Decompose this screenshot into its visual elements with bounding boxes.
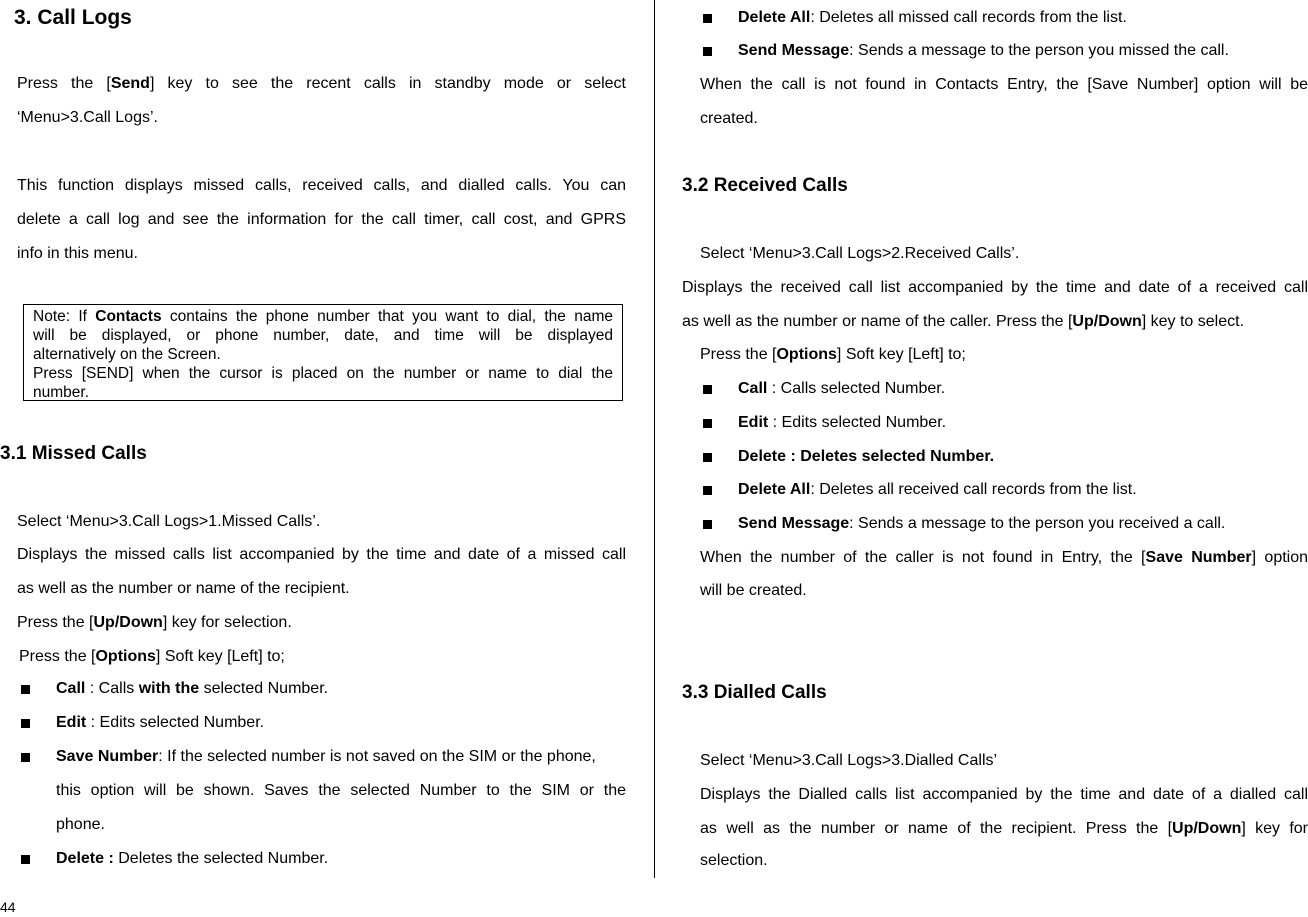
intro-line-1: Press the [Send] key to see the recent calls in standby mode or select: [17, 75, 626, 92]
missed-bullet-call: Call : Calls with the selected Number.: [56, 680, 329, 697]
page-number: 44: [0, 899, 16, 915]
section-received-calls: 3.2 Received Calls: [682, 175, 848, 196]
missed-bullet-delete: Delete : Deletes the selected Number.: [56, 850, 329, 867]
bullet-icon: [703, 385, 712, 394]
note-line-4: Press [SEND] when the cursor is placed on the number or name to dial the: [33, 365, 613, 382]
received-when-line-1: When the number of the caller is not found in Entry, the [Save Number] option: [700, 549, 1308, 566]
received-bullet-edit: Edit : Edits selected Number.: [738, 414, 947, 431]
received-desc-2: as well as the number or name of the caller. Press the [Up/Down] key to select.: [682, 313, 1245, 330]
note-line-3: alternatively on the Screen.: [33, 346, 221, 363]
section-missed-calls: 3.1 Missed Calls: [0, 443, 147, 464]
note-line-2: will be displayed, or phone number, date, and time will be displayed: [33, 327, 613, 344]
missed-desc-1: Displays the missed calls list accompanied by the time and date of a missed call: [17, 546, 626, 563]
received-desc-1: Displays the received call list accompanied by the time and date of a received call: [682, 279, 1308, 296]
missed-bullet-save-line-3: phone.: [56, 816, 105, 833]
missed-bullet-delete-all: Delete All: Deletes all missed call records from the list.: [738, 9, 1127, 26]
dialled-desc-3: selection.: [700, 852, 768, 869]
intro-line-2: ‘Menu>3.Call Logs’.: [17, 109, 158, 126]
function-line-1: This function displays missed calls, received calls, and dialled calls. You can: [17, 177, 626, 194]
received-bullet-delete: Delete : Deletes selected Number.: [738, 448, 995, 465]
bullet-icon: [703, 520, 712, 529]
bullet-icon: [703, 453, 712, 462]
missed-press-options: Press the [Options] Soft key [Left] to;: [19, 648, 285, 665]
missed-when-line-2: created.: [700, 110, 758, 127]
bullet-icon: [21, 855, 30, 864]
missed-bullet-save-line-2: this option will be shown. Saves the selected Number to the SIM or the: [56, 782, 626, 799]
missed-bullet-save: Save Number: If the selected number is not saved on the SIM or the phone,: [56, 748, 596, 765]
missed-desc-2: as well as the number or name of the recipient.: [17, 580, 350, 597]
bullet-icon: [21, 719, 30, 728]
page-title: 3. Call Logs: [14, 6, 132, 29]
missed-when-line-1: When the call is not found in Contacts Entry, the [Save Number] option will be: [700, 76, 1308, 93]
missed-bullet-edit: Edit : Edits selected Number.: [56, 714, 265, 731]
received-bullet-call: Call : Calls selected Number.: [738, 380, 946, 397]
function-line-2: delete a call log and see the information for the call timer, call cost, and GPRS: [17, 211, 626, 228]
bullet-icon: [703, 419, 712, 428]
received-select: Select ‘Menu>3.Call Logs>2.Received Calls’.: [700, 245, 1020, 262]
missed-select: Select ‘Menu>3.Call Logs>1.Missed Calls’.: [17, 513, 321, 530]
note-box: [23, 304, 623, 401]
bullet-icon: [21, 753, 30, 762]
note-line-5: number.: [33, 384, 90, 401]
bullet-icon: [21, 685, 30, 694]
dialled-desc-2: as well as the number or name of the recipient. Press the [Up/Down] key for: [700, 820, 1308, 837]
dialled-desc-1: Displays the Dialled calls list accompanied by the time and date of a dialled call: [700, 786, 1308, 803]
bullet-icon: [703, 47, 712, 56]
function-line-3: info in this menu.: [17, 245, 138, 262]
received-when-line-2: will be created.: [700, 582, 807, 599]
section-dialled-calls: 3.3 Dialled Calls: [682, 682, 827, 703]
dialled-select: Select ‘Menu>3.Call Logs>3.Dialled Calls’: [700, 752, 998, 769]
bullet-icon: [703, 486, 712, 495]
received-bullet-send-message: Send Message: Sends a message to the person you received a call.: [738, 515, 1226, 532]
missed-press-updown: Press the [Up/Down] key for selection.: [17, 614, 292, 631]
note-line-1: Note: If Contacts contains the phone number that you want to dial, the name: [33, 308, 613, 325]
column-divider: [654, 0, 655, 878]
received-press-options: Press the [Options] Soft key [Left] to;: [700, 346, 966, 363]
missed-bullet-send-message: Send Message: Sends a message to the person you missed the call.: [738, 42, 1229, 59]
received-bullet-delete-all: Delete All: Deletes all received call records from the list.: [738, 481, 1137, 498]
bullet-icon: [703, 14, 712, 23]
